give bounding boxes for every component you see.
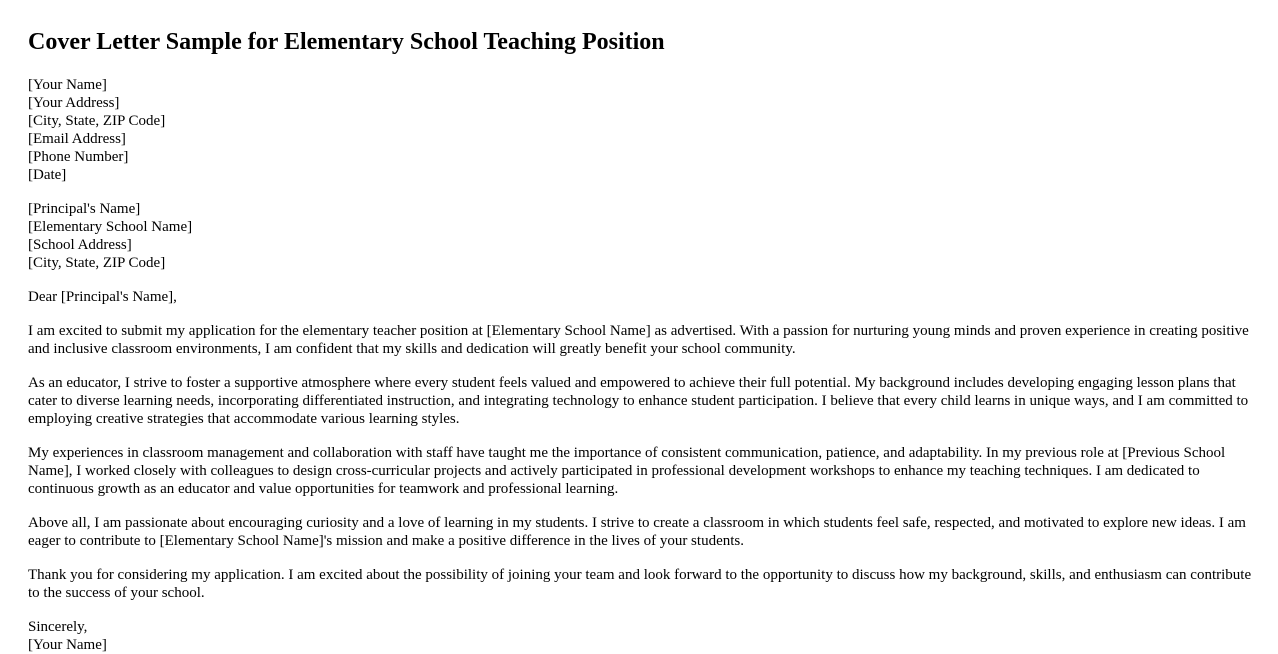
body-paragraph-3: My experiences in classroom management and collaboration with staff have taught me the importance of consistent communication, patience, and adaptability. In my previous role at [Previous School Name], I worked closely with colleagues to design cross-curricular projects and actively participated in professional development workshops to enhance my teaching techniques. I am dedicated to continuous growth as an educator and value opportunities for teamwork and professional learning. [28,445,1226,497]
sender-phone: [Phone Number] [28,149,129,165]
closing: Sincerely, [28,619,88,635]
salutation: Dear [Principal's Name], [28,289,177,305]
sender-block [28,76,1252,184]
closing-block [28,618,1252,654]
body-paragraph-1: I am excited to submit my application for the elementary teacher position at [Elementary School Name] as advertised. With a passion for nurturing young minds and proven experience in creating positive and inclusive classroom environments, I am confident that my skills and dedication will greatly benefit your school community. [28,323,1249,357]
sender-city-state-zip: [City, State, ZIP Code] [28,113,166,129]
signature-name: [Your Name] [28,637,107,653]
sender-address: [Your Address] [28,95,120,111]
sender-email: [Email Address] [28,131,126,147]
recipient-city-state-zip: [City, State, ZIP Code] [28,255,166,271]
recipient-address: [School Address] [28,237,132,253]
body-paragraph-4: Above all, I am passionate about encouraging curiosity and a love of learning in my students. I strive to create a classroom in which students feel safe, respected, and motivated to explore new ideas. I am eager to contribute to [Elementary School Name]'s mission and make a positive difference in the lives of your students. [28,515,1246,549]
recipient-name: [Principal's Name] [28,201,141,217]
body-paragraph-5: Thank you for considering my application. I am excited about the possibility of joining your team and look forward to the opportunity to discuss how my background, skills, and enthusiasm can contribute to the success of your school. [28,567,1252,601]
sender-date: [Date] [28,167,67,183]
recipient-school: [Elementary School Name] [28,219,193,235]
page-title: Cover Letter Sample for Elementary School Teaching Position [28,29,665,55]
recipient-block [28,200,1252,272]
body-paragraph-2: As an educator, I strive to foster a supportive atmosphere where every student feels valued and empowered to achieve their full potential. My background includes developing engaging lesson plans that cater to diverse learning needs, incorporating differentiated instruction, and integrating technology to enhance student participation. I believe that every child learns in unique ways, and I am committed to employing creative strategies that accommodate various learning styles. [28,375,1249,427]
cover-letter-page [28,0,1252,654]
sender-name: [Your Name] [28,77,107,93]
